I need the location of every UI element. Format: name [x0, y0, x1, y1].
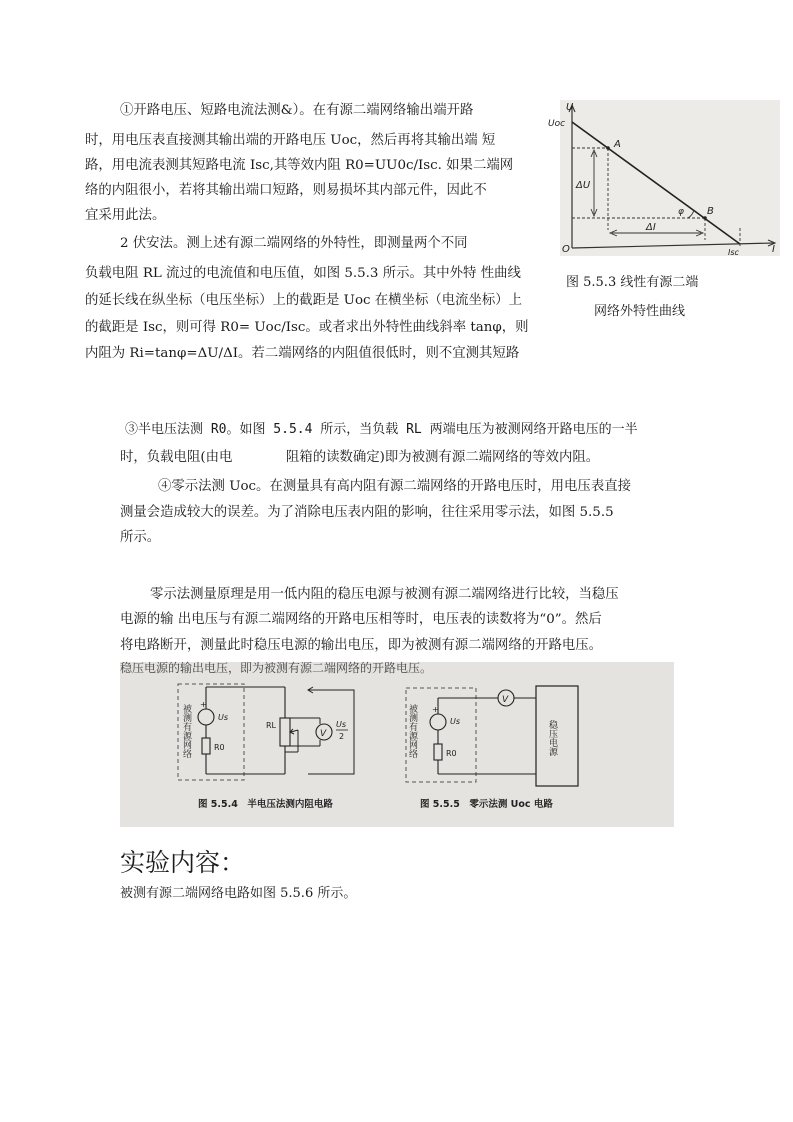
origin-label: O [562, 244, 570, 255]
figure-553-caption-line-1: 图 5.5.3 线性有源二端 [566, 275, 699, 290]
figure-553-caption-line-2: 网络外特性曲线 [594, 304, 686, 319]
point-a-label: A [614, 139, 621, 150]
figure-555-caption: 图 5.5.5 零示法测 Uoc 电路 [420, 799, 553, 810]
method1-line-2: 时，用电压表直接测其输出端的开路电压 Uoc，然后再将其输出端 短 [85, 133, 496, 148]
plus-sign-left: + [200, 700, 207, 709]
section-body: 被测有源二端网络电路如图 5.5.6 所示。 [120, 886, 357, 901]
figure-top-strip-text: 稳压电源的输出电压，即为被测有源二端网络的开路电压。 [120, 661, 433, 675]
isc-label: Isc [728, 248, 739, 257]
delta-u-label: ΔU [576, 180, 591, 191]
figure-554-555-photo [120, 662, 674, 827]
method4-line-1: ④零示法测 Uoc。在测量具有高内阻有源二端网络的开路电压时，用电压表直接 [158, 479, 631, 494]
figure-553-graph [548, 100, 780, 257]
method4-line-2: 测量会造成较大的误差。为了消除电压表内阻的影响，往往采用零示法，如图 5.5.5 [120, 505, 614, 520]
method1-line-3: 路，用电流表测其短路电流 Isc,其等效内阻 R0=UU0c/Isc. 如果二端网 [85, 158, 514, 173]
us-label-left: Us [218, 713, 229, 722]
section-heading: 实验内容： [120, 848, 246, 877]
us-half-denominator: 2 [339, 732, 345, 741]
us-label-right: Us [450, 717, 461, 726]
method2-line-4: 的截距是 Isc，则可得 R0= Uoc/Isc。或者求出外特性曲线斜率 tanφ，则 [85, 320, 529, 335]
voltmeter-label-left: V [320, 729, 327, 739]
regulated-supply-label: 稳压电源 [547, 720, 557, 756]
delta-i-label: ΔI [646, 222, 656, 233]
principle-line-3: 将电路断开，测量此时稳压电源的输出电压，即为被测有源二端网络的开路电压。 [120, 638, 603, 653]
plus-sign-right: + [432, 705, 439, 714]
network-label-right: 被测有源网络 [407, 704, 417, 758]
axis-i-label: I [772, 244, 775, 255]
rl-label: RL [266, 721, 277, 730]
axis-u-label: U [566, 102, 574, 113]
method3-line-2: 时，负载电阻(由电 阻箱的读数确定)即为被测有源二端网络的等效内阻。 [120, 450, 600, 465]
method2-line-3: 的延长线在纵坐标（电压坐标）上的截距是 Uoc 在横坐标（电流坐标）上 [85, 293, 523, 308]
voltmeter-label-right: V [502, 695, 509, 705]
method2-line-5: 内阻为 Ri=tanφ=ΔU/ΔI。若二端网络的内阻值很低时，则不宜测其短路 [85, 346, 520, 361]
method1-line-4: 络的内阻很小，若将其输出端口短路，则易损坏其内部元件，因此不 [85, 183, 487, 198]
uoc-label: Uoc [548, 119, 566, 129]
r0-label-right: R0 [446, 749, 457, 758]
method2-line-1: 2 伏安法。测上述有源二端网络的外特性，即测量两个不同 [120, 236, 468, 251]
figure-554-caption: 图 5.5.4 半电压法测内阻电路 [198, 799, 333, 810]
point-b-label: B [707, 206, 714, 217]
phi-label: φ [678, 207, 684, 217]
us-half-numerator: Us [336, 720, 347, 729]
r0-label-left: R0 [214, 743, 225, 752]
principle-line-2: 电源的输 出电压与有源二端网络的开路电压相等时，电压表的读数将为“0”。然后 [120, 612, 602, 627]
method2-line-2: 负载电阻 RL 流过的电流值和电压值，如图 5.5.3 所示。其中外特 性曲线 [85, 266, 521, 281]
method1-line-1: ①开路电压、短路电流法测&）。在有源二端网络输出端开路 [120, 103, 474, 118]
method4-line-3: 所示。 [120, 530, 161, 545]
method1-line-5: 宜采用此法。 [85, 208, 166, 223]
network-label-left: 被测有源网络 [181, 704, 191, 758]
principle-line-1: 零示法测量原理是用一低内阻的稳压电源与被测有源二端网络进行比较，当稳压 [150, 587, 619, 602]
method3-line-1: ③半电压法测 R0。如图 5.5.4 所示，当负载 RL 两端电压为被测网络开路电压的一半 [125, 422, 638, 437]
